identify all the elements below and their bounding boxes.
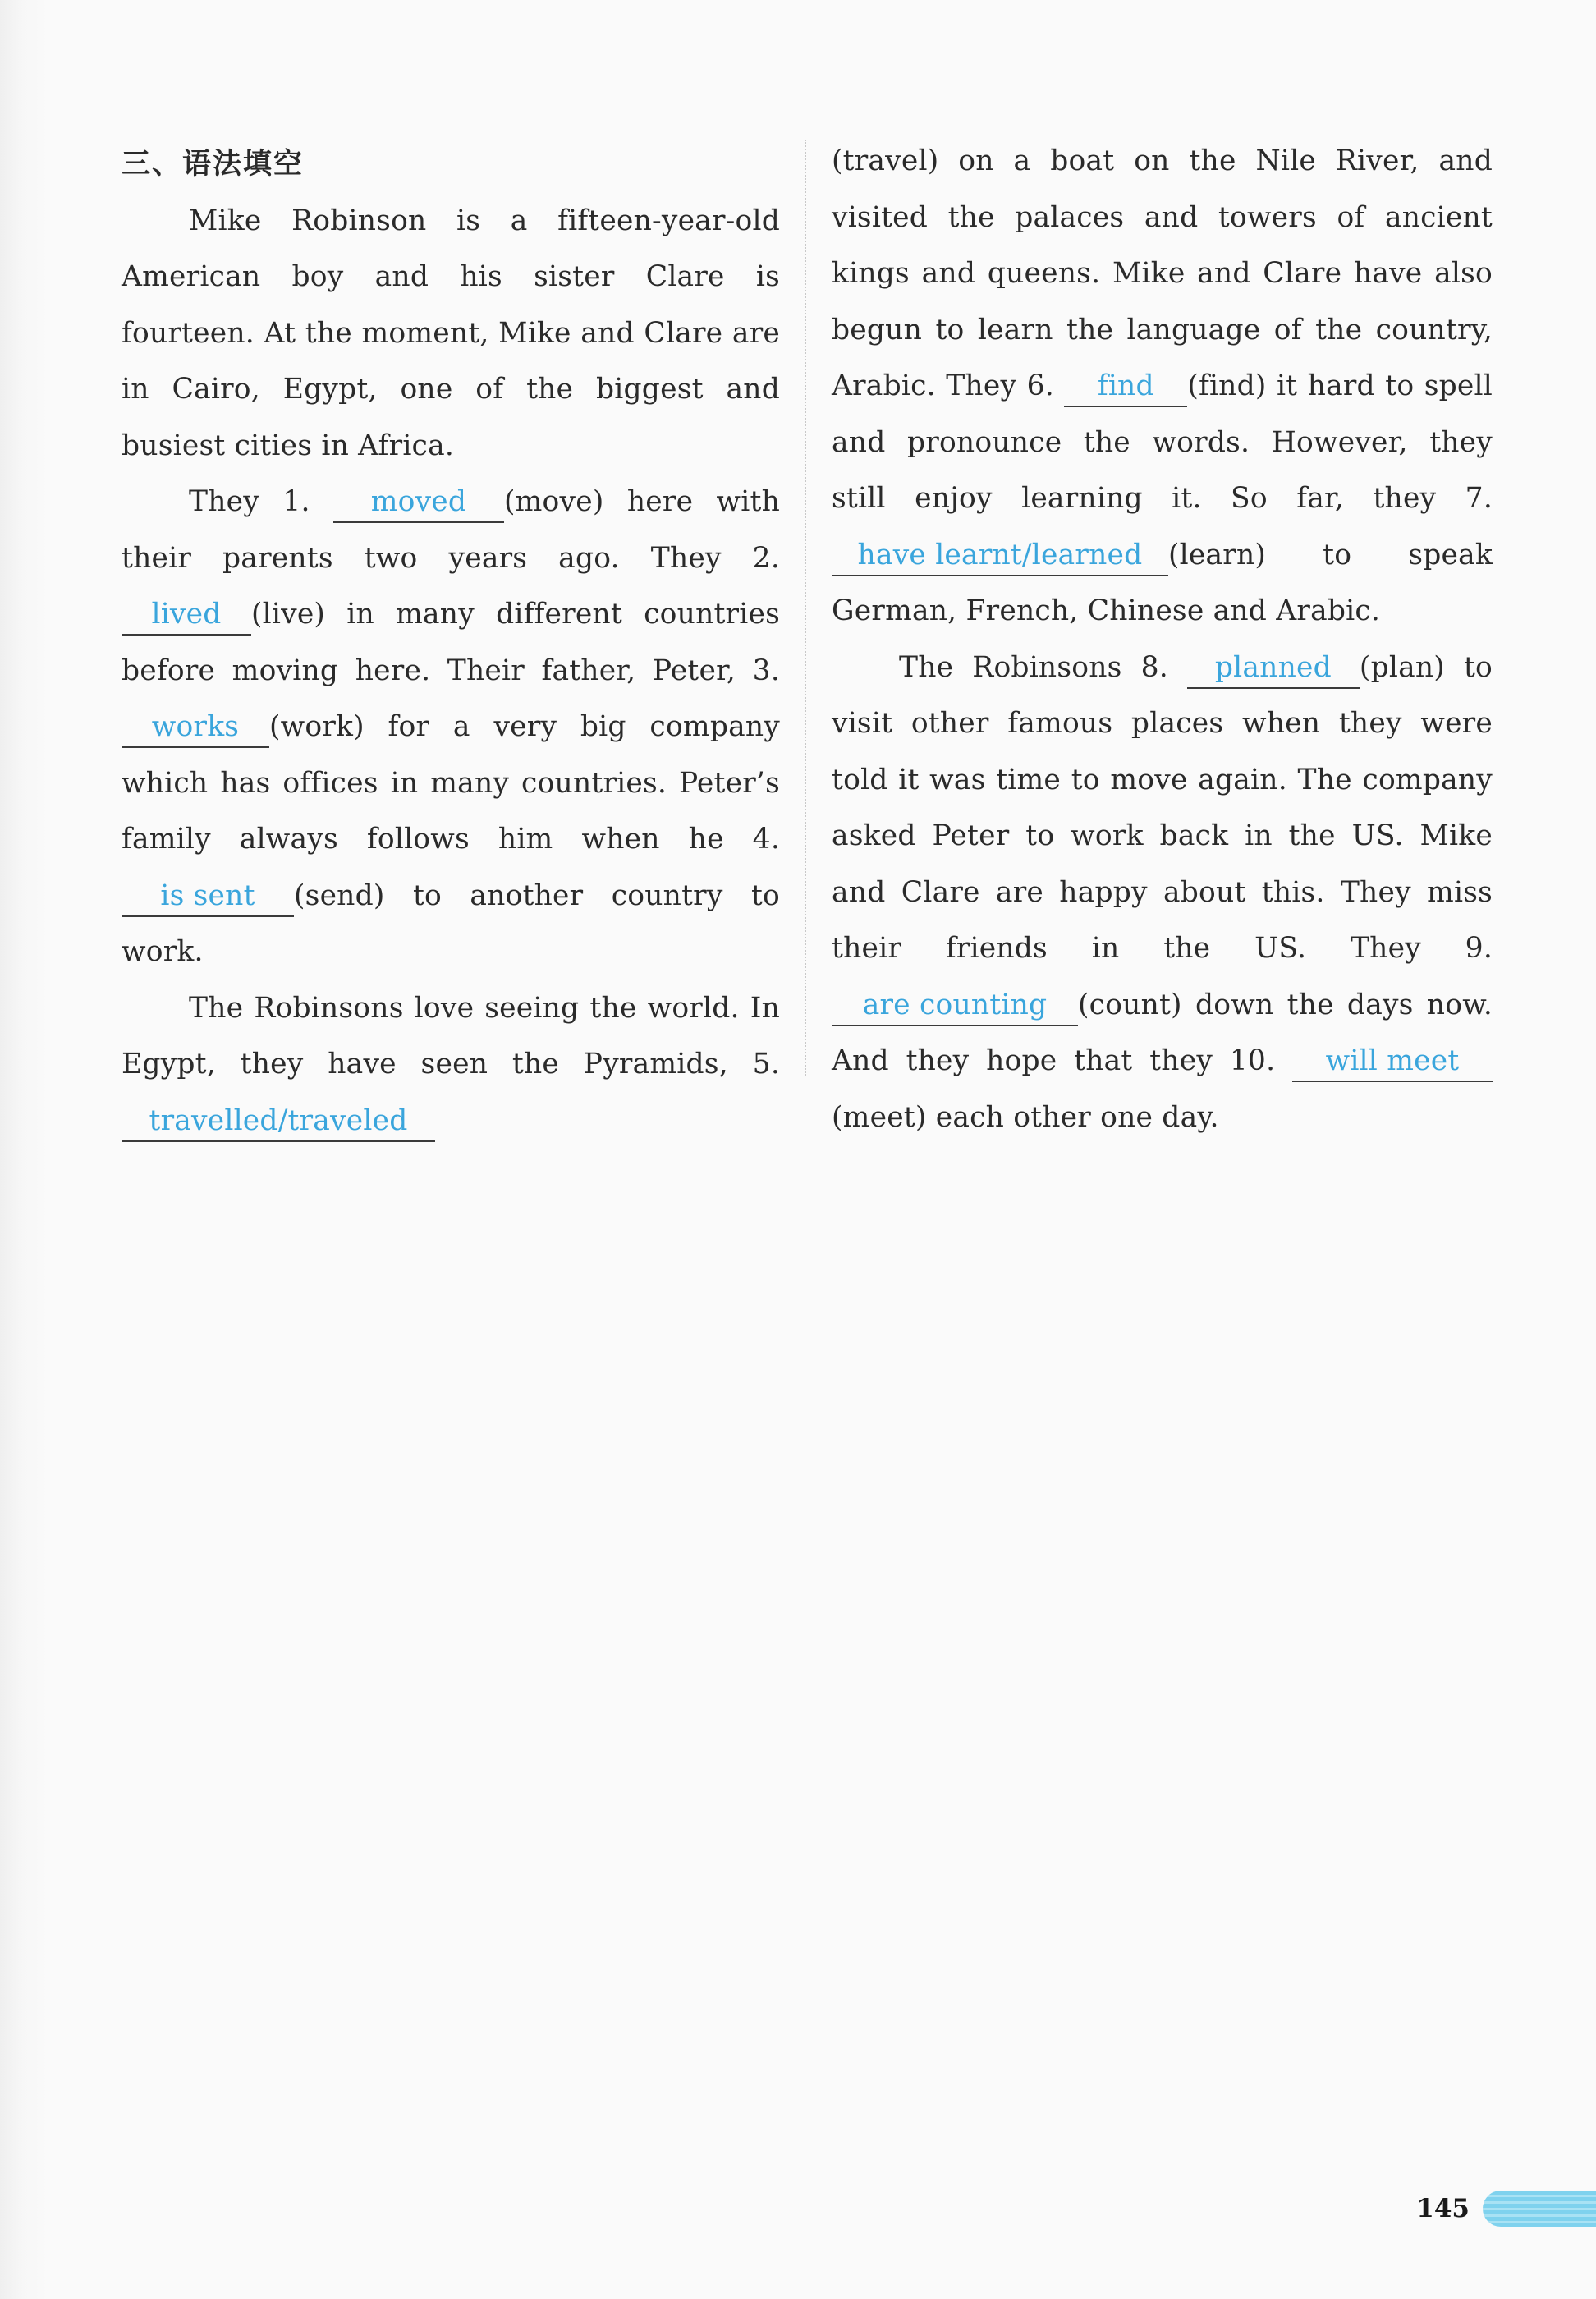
paragraph-2-text: They 1. xyxy=(189,485,333,518)
answer-blank-4: is sent xyxy=(122,876,294,917)
paragraph-3-text: (learn) to speak German, French, Chinese and Arabic. xyxy=(832,538,1493,627)
answer-blank-9: are counting xyxy=(832,985,1078,1026)
section-title: 三、语法填空 xyxy=(122,148,305,181)
paragraph-1: Mike Robinson is a fifteen-year-old American boy and his sister Clare is fourteen. At the moment, Mike and Clare are in Cairo, Egypt, one of the biggest and busiest cities in Africa. xyxy=(122,204,780,462)
left-column xyxy=(122,136,780,1149)
paragraph-3-start xyxy=(122,980,780,1150)
paragraph-4-text: (count) down the days now. And they hope that they 10. xyxy=(832,988,1493,1077)
paragraph-3-text: (find) it hard to spell and pronounce the words. However, they still enjoy learning it. So far, they 7. xyxy=(832,369,1493,515)
answer-blank-2: lived xyxy=(122,594,251,636)
paragraph-2-text: (move) here with their parents two years ago. They 2. xyxy=(122,485,781,575)
paragraph-4-text: The Robinsons 8. xyxy=(899,650,1187,684)
paragraph-4 xyxy=(832,640,1493,1146)
page-number: 145 xyxy=(1416,2194,1470,2223)
answer-blank-10: will meet xyxy=(1292,1041,1493,1082)
paragraph-2-text: (send) to another country to work. xyxy=(122,879,780,968)
column-divider xyxy=(805,140,806,1076)
answer-blank-7: have learnt/learned xyxy=(832,535,1168,576)
answer-blank-5: travelled/traveled xyxy=(122,1101,435,1142)
right-column xyxy=(832,133,1493,1145)
answer-blank-3: works xyxy=(122,707,269,748)
answer-blank-6: find xyxy=(1064,366,1187,407)
answer-blank-1: moved xyxy=(333,482,504,523)
paragraph-2-text: (work) for a very big company which has offices in many countries. Peter’s family always follows him when he 4. xyxy=(122,710,780,856)
paragraph-4-text: (meet) each other one day. xyxy=(832,1100,1219,1134)
answer-blank-8: planned xyxy=(1187,648,1360,689)
paragraph-2 xyxy=(122,474,780,980)
paragraph-3-text: (travel) on a boat on the Nile River, and visited the palaces and towers of ancient kings and queens. Mike and Clare have also begun to learn the language of the country, Arabic. They 6. xyxy=(832,145,1493,402)
paragraph-3-text: The Robinsons love seeing the world. In Egypt, they have seen the Pyramids, 5. xyxy=(122,991,780,1081)
page-tab-decoration xyxy=(1483,2191,1596,2227)
paragraph-3-continued xyxy=(832,133,1493,640)
paragraph-4-text: (plan) to visit other famous places when they were told it was time to move again. The company asked Peter to work back in the US. Mike and Clare are happy about this. They miss their friends in the US. They 9. xyxy=(832,650,1493,965)
paragraph-2-text: (live) in many different countries before moving here. Their father, Peter, 3. xyxy=(122,598,780,687)
